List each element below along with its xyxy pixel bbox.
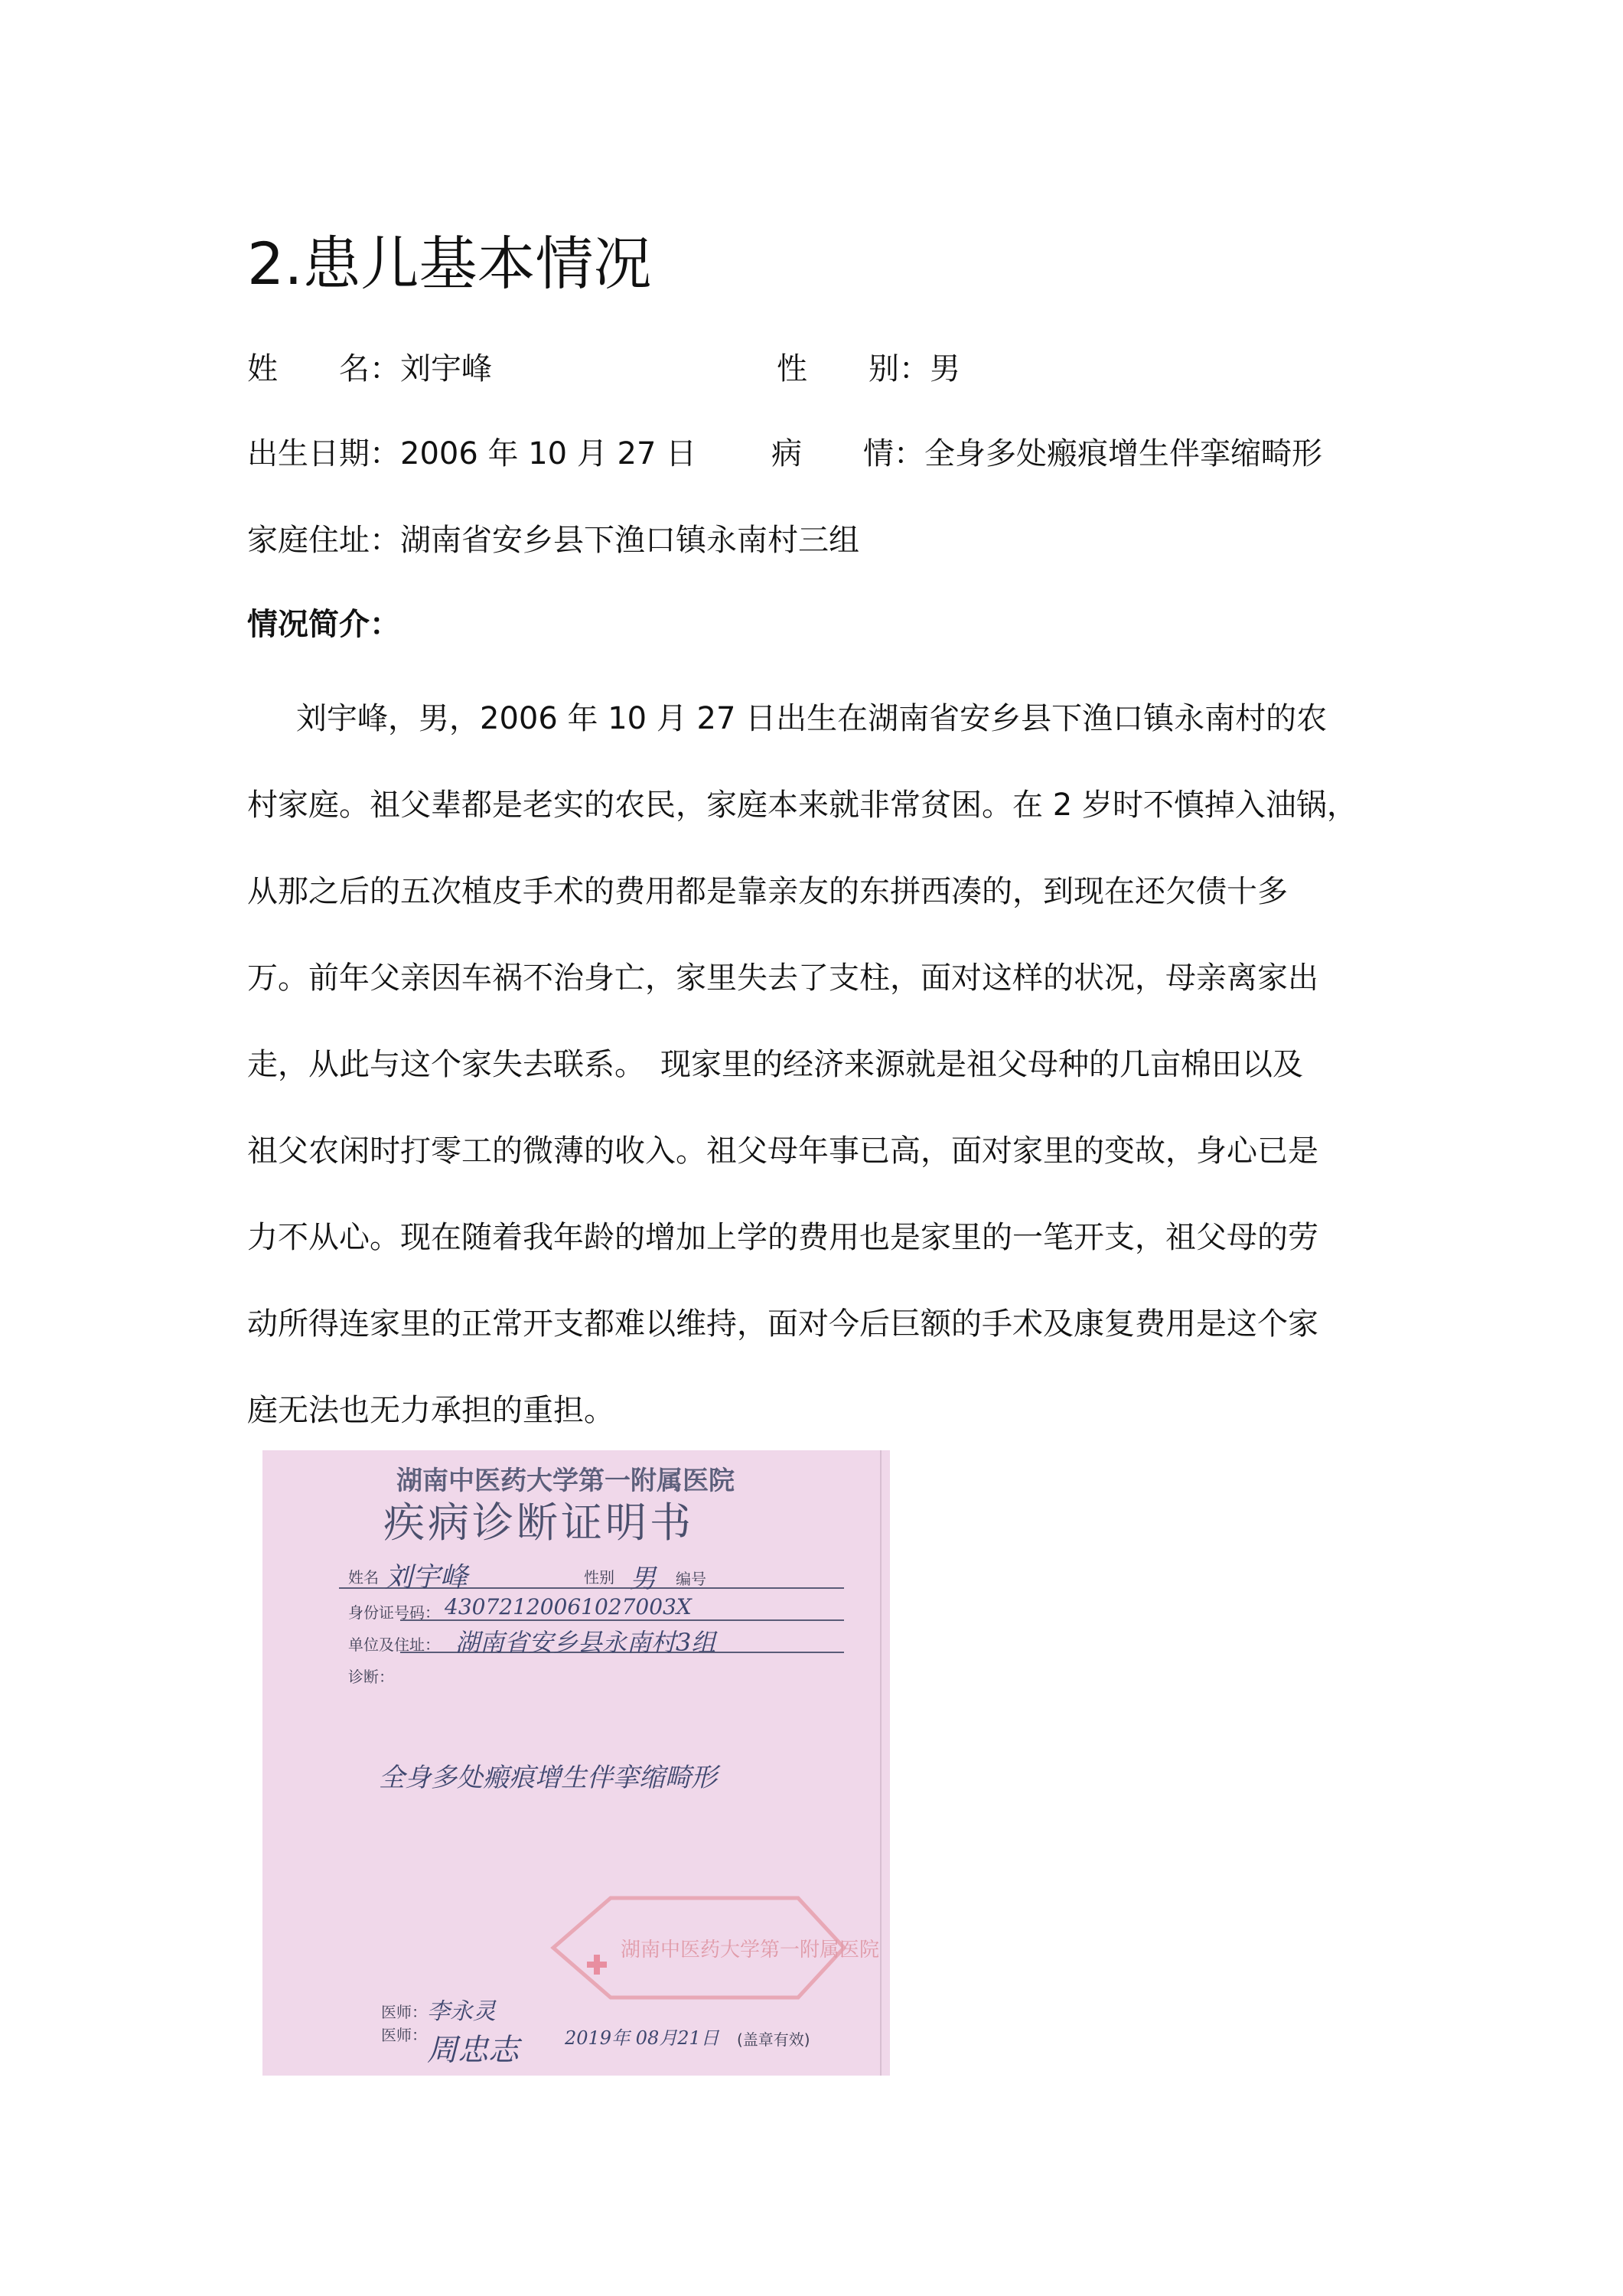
condition-label: 病 情： — [771, 436, 924, 471]
cert-date-note: (盖章有效) — [737, 2030, 810, 2049]
summary-line: 从那之后的五次植皮手术的费用都是靠亲友的东拼西凑的，到现在还欠债十多 — [247, 874, 1288, 909]
name-value: 刘宇峰 — [400, 351, 492, 386]
summary-line: 刘宇峰，男，2006 年 10 月 27 日出生在湖南省安乡县下渔口镇永南村的农 — [296, 701, 1328, 736]
cert-address-label: 单位及住址： — [348, 1636, 440, 1654]
condition-value: 全身多处瘢痕增生伴挛缩畸形 — [924, 436, 1322, 471]
gender-label: 性 别： — [777, 351, 930, 386]
info-row-birth-condition — [247, 431, 1322, 477]
cert-name-value: 刘宇峰 — [385, 1562, 468, 1593]
summary-line: 庭无法也无力承担的重担。 — [247, 1393, 614, 1428]
diagnosis-certificate-scan — [262, 1450, 890, 2076]
summary-line: 力不从心。现在随着我年龄的增加上学的费用也是家里的一笔开支，祖父母的劳 — [247, 1220, 1318, 1255]
name-label: 姓 名： — [247, 351, 400, 386]
cert-date: 2019年 08月21日 — [565, 2027, 719, 2049]
summary-line: 动所得连家里的正常开支都难以维持，面对今后巨额的手术及康复费用是这个家 — [247, 1306, 1318, 1342]
cert-number-label: 编号 — [676, 1570, 706, 1588]
info-row-address — [247, 517, 859, 563]
birth-label: 出生日期： — [247, 436, 400, 471]
cert-diagnosis-label: 诊断： — [348, 1668, 394, 1686]
birth-value: 2006 年 10 月 27 日 — [400, 436, 697, 471]
cert-diagnosis-value: 全身多处瘢痕增生伴挛缩畸形 — [379, 1763, 717, 1793]
info-row-name-gender — [247, 346, 960, 392]
cert-id-value: 43072120061027003X — [445, 1594, 692, 1619]
stamp-hospital-text: 湖南中医药大学第一附属医院 — [621, 1939, 880, 1962]
gender-value: 男 — [930, 351, 960, 386]
cert-id-label: 身份证号码： — [348, 1603, 440, 1622]
cert-doctor-signature-1: 李永灵 — [427, 1998, 496, 2025]
summary-line: 万。前年父亲因车祸不治身亡，家里失去了支柱，面对这样的状况，母亲离家出 — [247, 960, 1318, 996]
address-value: 湖南省安乡县下渔口镇永南村三组 — [400, 523, 859, 558]
cert-doctor-signature-2: 周忠志 — [427, 2033, 519, 2068]
summary-line: 走，从此与这个家失去联系。 现家里的经济来源就是祖父母种的几亩棉田以及 — [247, 1047, 1303, 1082]
address-label: 家庭住址： — [247, 523, 400, 558]
cert-gender-value: 男 — [630, 1564, 656, 1594]
summary-label: 情况简介： — [247, 607, 400, 642]
cert-doctor-label-2: 医师： — [381, 2026, 427, 2044]
certificate-title: 疾病诊断证明书 — [383, 1499, 694, 1547]
summary-paragraph — [247, 676, 1395, 1454]
summary-line: 村家庭。祖父辈都是老实的农民，家庭本来就非常贫困。在 2 岁时不慎掉入油锅， — [247, 788, 1357, 823]
cert-name-label: 姓名 — [348, 1568, 379, 1587]
certificate-hospital-name: 湖南中医药大学第一附属医院 — [396, 1466, 735, 1496]
section-heading: 2.患儿基本情况 — [247, 230, 652, 298]
cert-doctor-label-1: 医师： — [381, 2003, 427, 2021]
cert-gender-label: 性别 — [584, 1568, 614, 1587]
cert-address-value: 湖南省安乡县永南村3组 — [455, 1628, 716, 1657]
summary-line: 祖父农闲时打零工的微薄的收入。祖父母年事已高，面对家里的变故，身心已是 — [247, 1133, 1318, 1169]
